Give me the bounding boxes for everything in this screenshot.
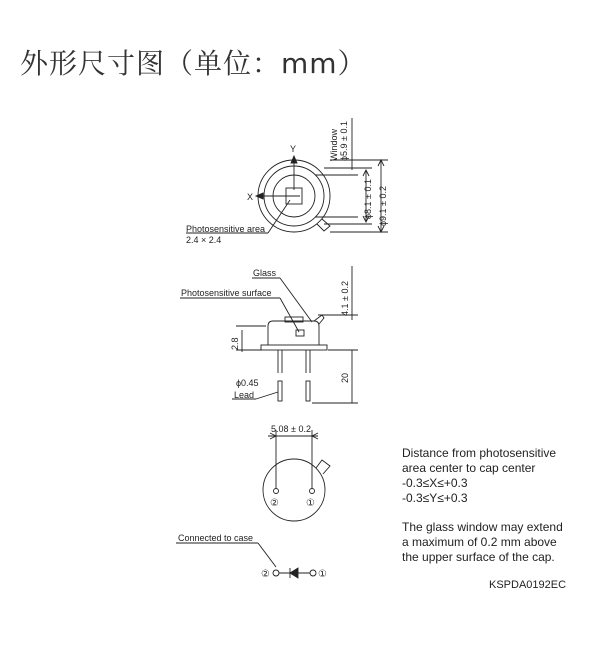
photosensitive-area-label: Photosensitive area (186, 224, 266, 234)
pitch-dimension: 5.08 ± 0.2 (271, 424, 311, 434)
note-line: -0.3≤X≤+0.3 (402, 476, 468, 490)
pin1-hole (310, 489, 315, 494)
lead-diameter-dimension: ϕ0.45 (236, 378, 259, 388)
note-line: Distance from photosensitive (402, 446, 557, 460)
window-dimension: ϕ5.9 ± 0.1 (339, 120, 349, 161)
pin1-label: ① (306, 498, 315, 509)
flange-dimension: 2.8 (230, 337, 240, 350)
drawing-code: KSPDA0192EC (489, 579, 567, 591)
glass-label: Glass (253, 268, 277, 278)
note-line: the upper surface of the cap. (402, 550, 555, 564)
height-dimension: 4.1 ± 0.2 (340, 281, 350, 316)
symbol-pin2-label: ② (261, 569, 270, 580)
side-view (180, 266, 358, 403)
lead-left-lower (278, 381, 282, 401)
note-line: The glass window may extend (402, 520, 563, 534)
notes-block (402, 446, 602, 565)
lead-label: Lead (234, 390, 255, 400)
bottom-view-body (263, 459, 325, 521)
symbol-terminal-1 (310, 570, 316, 576)
diode-symbol (290, 568, 298, 578)
photosensitive-area-dimension: 2.4 × 2.4 (186, 235, 222, 245)
lead-length-dimension: 20 (340, 372, 350, 383)
bottom-view-tab (316, 460, 330, 474)
inner-diameter-dimension: ϕ8.1 ± 0.1 (363, 178, 373, 219)
photosensitive-surface-label: Photosensitive surface (181, 288, 272, 298)
symbol-pin1-label: ① (318, 569, 327, 580)
side-view-cap (268, 321, 319, 345)
lead-right-lower (306, 381, 310, 401)
top-view-tab (317, 219, 330, 231)
note-line: a maximum of 0.2 mm above (402, 535, 557, 549)
side-view-flange (261, 345, 327, 350)
axis-x-label: X (247, 192, 254, 202)
window-label: Window (329, 128, 339, 161)
page-title: 外形尺寸图（单位：mm） (20, 47, 367, 80)
axis-y-label: Y (290, 144, 297, 154)
pin2-hole (274, 489, 279, 494)
note-line: -0.3≤Y≤+0.3 (402, 491, 468, 505)
note-line: area center to cap center (402, 461, 536, 475)
top-view (186, 118, 388, 233)
pin2-label: ② (270, 498, 279, 509)
outer-diameter-dimension: ϕ9.1 ± 0.2 (378, 185, 388, 226)
symbol-terminal-2 (273, 570, 279, 576)
connected-to-case-label: Connected to case (178, 533, 254, 543)
